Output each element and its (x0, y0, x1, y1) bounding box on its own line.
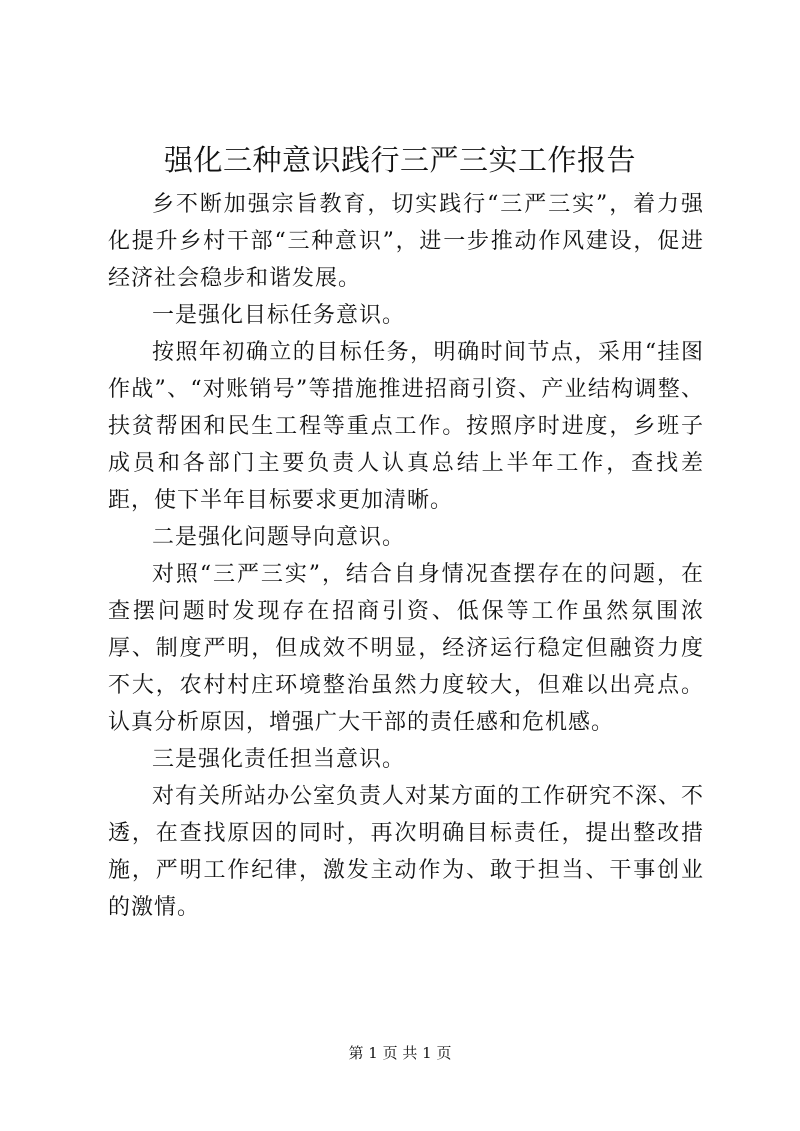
problems-paragraph: 对照“三严三实”，结合自身情况查摆存在的问题，在查摆问题时发现存在招商引资、低保等工作虽然氛围浓厚、制度严明，但成效不明显，经济运行稳定但融资力度不大，农村村庄环境整治虽然力度较大，但难以出亮点。认真分析原因，增强广大干部的责任感和危机感。 (108, 562, 704, 735)
section-heading-goals: 一是强化目标任务意识。 (152, 303, 406, 328)
document-title: 强化三种意识践行三严三实工作报告 (163, 143, 636, 177)
goals-paragraph: 按照年初确立的目标任务，明确时间节点，采用“挂图作战”、“对账销号”等措施推进招商引资、产业结构调整、扶贫帮困和民生工程等重点工作。按照序时进度，乡班子成员和各部门主要负责人认真总结上半年工作，查找差距，使下半年目标要求更加清晰。 (108, 340, 704, 513)
document-body (108, 186, 704, 926)
section-heading-responsibility: 三是强化责任担当意识。 (152, 747, 406, 772)
page-footer: 第 1 页 共 1 页 (348, 1044, 452, 1062)
intro-paragraph: 乡不断加强宗旨教育，切实践行“三严三实”，着力强化提升乡村干部“三种意识”，进一步推动作风建设，促进经济社会稳步和谐发展。 (108, 192, 704, 291)
section-heading-problems: 二是强化问题导向意识。 (152, 525, 406, 550)
responsibility-paragraph: 对有关所站办公室负责人对某方面的工作研究不深、不透，在查找原因的同时，再次明确目标责任，提出整改措施，严明工作纪律，激发主动作为、敢于担当、干事创业的激情。 (108, 784, 705, 920)
